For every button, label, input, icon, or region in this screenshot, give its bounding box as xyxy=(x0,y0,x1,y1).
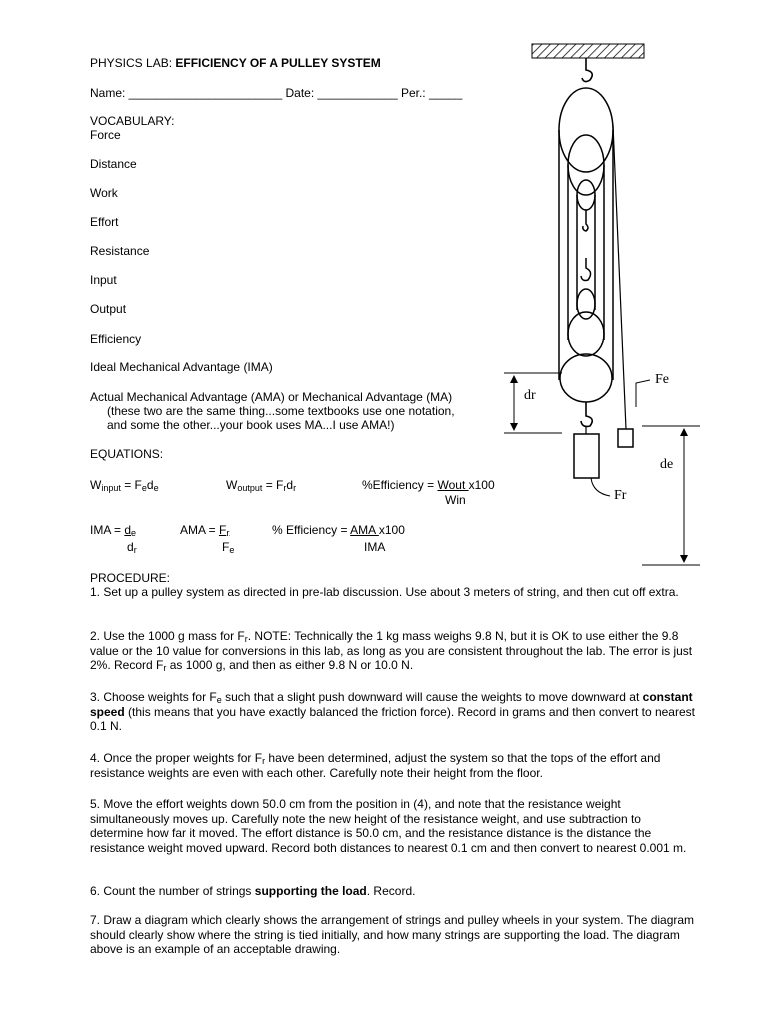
procedure-step-2: 2. Use the 1000 g mass for $F_r$. NOTE: Technically the 1 kg mass weighs 9.8 N, but it is OK to use either the 9.8 value or the 10 value for conversions in this lab, as long as you are consistent throughout the lab. The error is just 2%. Record $F_r$ as 1000 g, and then as either 9.8 N or 10.0 N. xyxy=(90,629,693,673)
procedure-step-5: 5. Move the effort weights down 50.0 cm from the position in (4), and note that the resistance weight simultaneously moves up. Carefully note the new height of the resistance weight, and use subtraction to determine how far it moved. The effort distance is 50.0 cm, and the resistance distance is the distance the resistance weight moved upward. Record both distances to nearest 0.1 cm and then convert to nearest 0.001 m. xyxy=(90,797,687,855)
equation-efficiency-denominator: Win xyxy=(445,493,466,507)
vocab-term: Distance xyxy=(90,157,137,171)
title-prefix: PHYSICS LAB: xyxy=(90,56,176,70)
procedure-step-6: 6. Count the number of strings supporting the load. Record. xyxy=(90,884,416,898)
vocab-term: Work xyxy=(90,186,118,200)
name-date-period-line: Name: _______________________ Date: ____________ Per.: _____ xyxy=(90,86,463,100)
label-effort-force: Fe xyxy=(655,372,669,387)
equation-ima-denominator: $d_r$ xyxy=(127,540,137,555)
vocab-term: Efficiency xyxy=(90,332,142,346)
fe-leader xyxy=(636,380,650,407)
equation-work-output: $W_{output} = F_rd_r$ xyxy=(226,478,297,493)
label-effort-distance: de xyxy=(660,457,674,472)
vocab-term: Output xyxy=(90,302,127,316)
equation-ama: AMA = $F_r$ xyxy=(180,523,230,538)
label-resistance-force: Fr xyxy=(614,488,627,503)
equation-efficiency-work: %Efficiency = Wout x100 xyxy=(362,478,495,492)
effort-weight xyxy=(618,429,633,447)
vocab-term: Resistance xyxy=(90,244,150,258)
effort-rope xyxy=(613,125,626,429)
vocabulary-heading: VOCABULARY: xyxy=(90,114,175,128)
vocab-term: Effort xyxy=(90,215,119,229)
vocab-term: Ideal Mechanical Advantage (IMA) xyxy=(90,360,273,374)
equations-heading: EQUATIONS: xyxy=(90,447,164,461)
procedure-heading: PROCEDURE: xyxy=(90,571,171,585)
de-dimension xyxy=(642,426,700,565)
procedure-step-1: 1. Set up a pulley system as directed in pre-lab discussion. Use about 3 meters of string, and then cut off extra. xyxy=(90,585,679,599)
procedure-step-4: 4. Once the proper weights for $F_r$ have been determined, adjust the system so that the tops of the effort and resistance weights are even with each other. Carefully note their height from the floor. xyxy=(90,751,661,780)
load-hook xyxy=(581,402,592,426)
vocab-ama-note: (these two are the same thing...some textbooks use one notation, xyxy=(107,404,455,418)
equation-ima: IMA = $d_e$ xyxy=(90,523,137,538)
equation-work-input: $W_{input} = F_ed_e$ xyxy=(90,478,159,493)
vocab-term-ama: Actual Mechanical Advantage (AMA) or Mechanical Advantage (MA) xyxy=(90,390,453,404)
equation-efficiency-ma-denominator: IMA xyxy=(364,540,386,554)
title-main: EFFICIENCY OF A PULLEY SYSTEM xyxy=(175,56,381,70)
upper-pulley-block xyxy=(559,88,613,380)
procedure-step-3: 3. Choose weights for $F_e$ such that a slight push downward will cause the weights to move downward at constant speed (this means that you have exactly balanced the friction force). Record in grams and then convert to nearest 0.1 N. xyxy=(90,690,695,733)
dr-dimension xyxy=(504,373,562,433)
ceiling-hook xyxy=(582,58,592,82)
vocab-term: Input xyxy=(90,273,117,287)
label-resistance-distance: dr xyxy=(524,388,536,403)
fr-leader xyxy=(591,478,610,496)
vocab-term: Force xyxy=(90,128,121,142)
equation-efficiency-ma: % Efficiency = AMA x100 xyxy=(272,523,405,537)
vocab-ama-note: and some the other...your book uses MA...I use AMA!) xyxy=(107,418,395,432)
ceiling-support xyxy=(532,44,644,58)
procedure-step-7: 7. Draw a diagram which clearly shows the arrangement of strings and pulley wheels in your system. The diagram should clearly show where the string is tied initially, and how many strings are supporting the load. The diagram above is an example of an acceptable drawing. xyxy=(90,913,695,956)
equation-ama-denominator: $F_e$ xyxy=(222,540,235,555)
resistance-weight xyxy=(574,434,599,478)
